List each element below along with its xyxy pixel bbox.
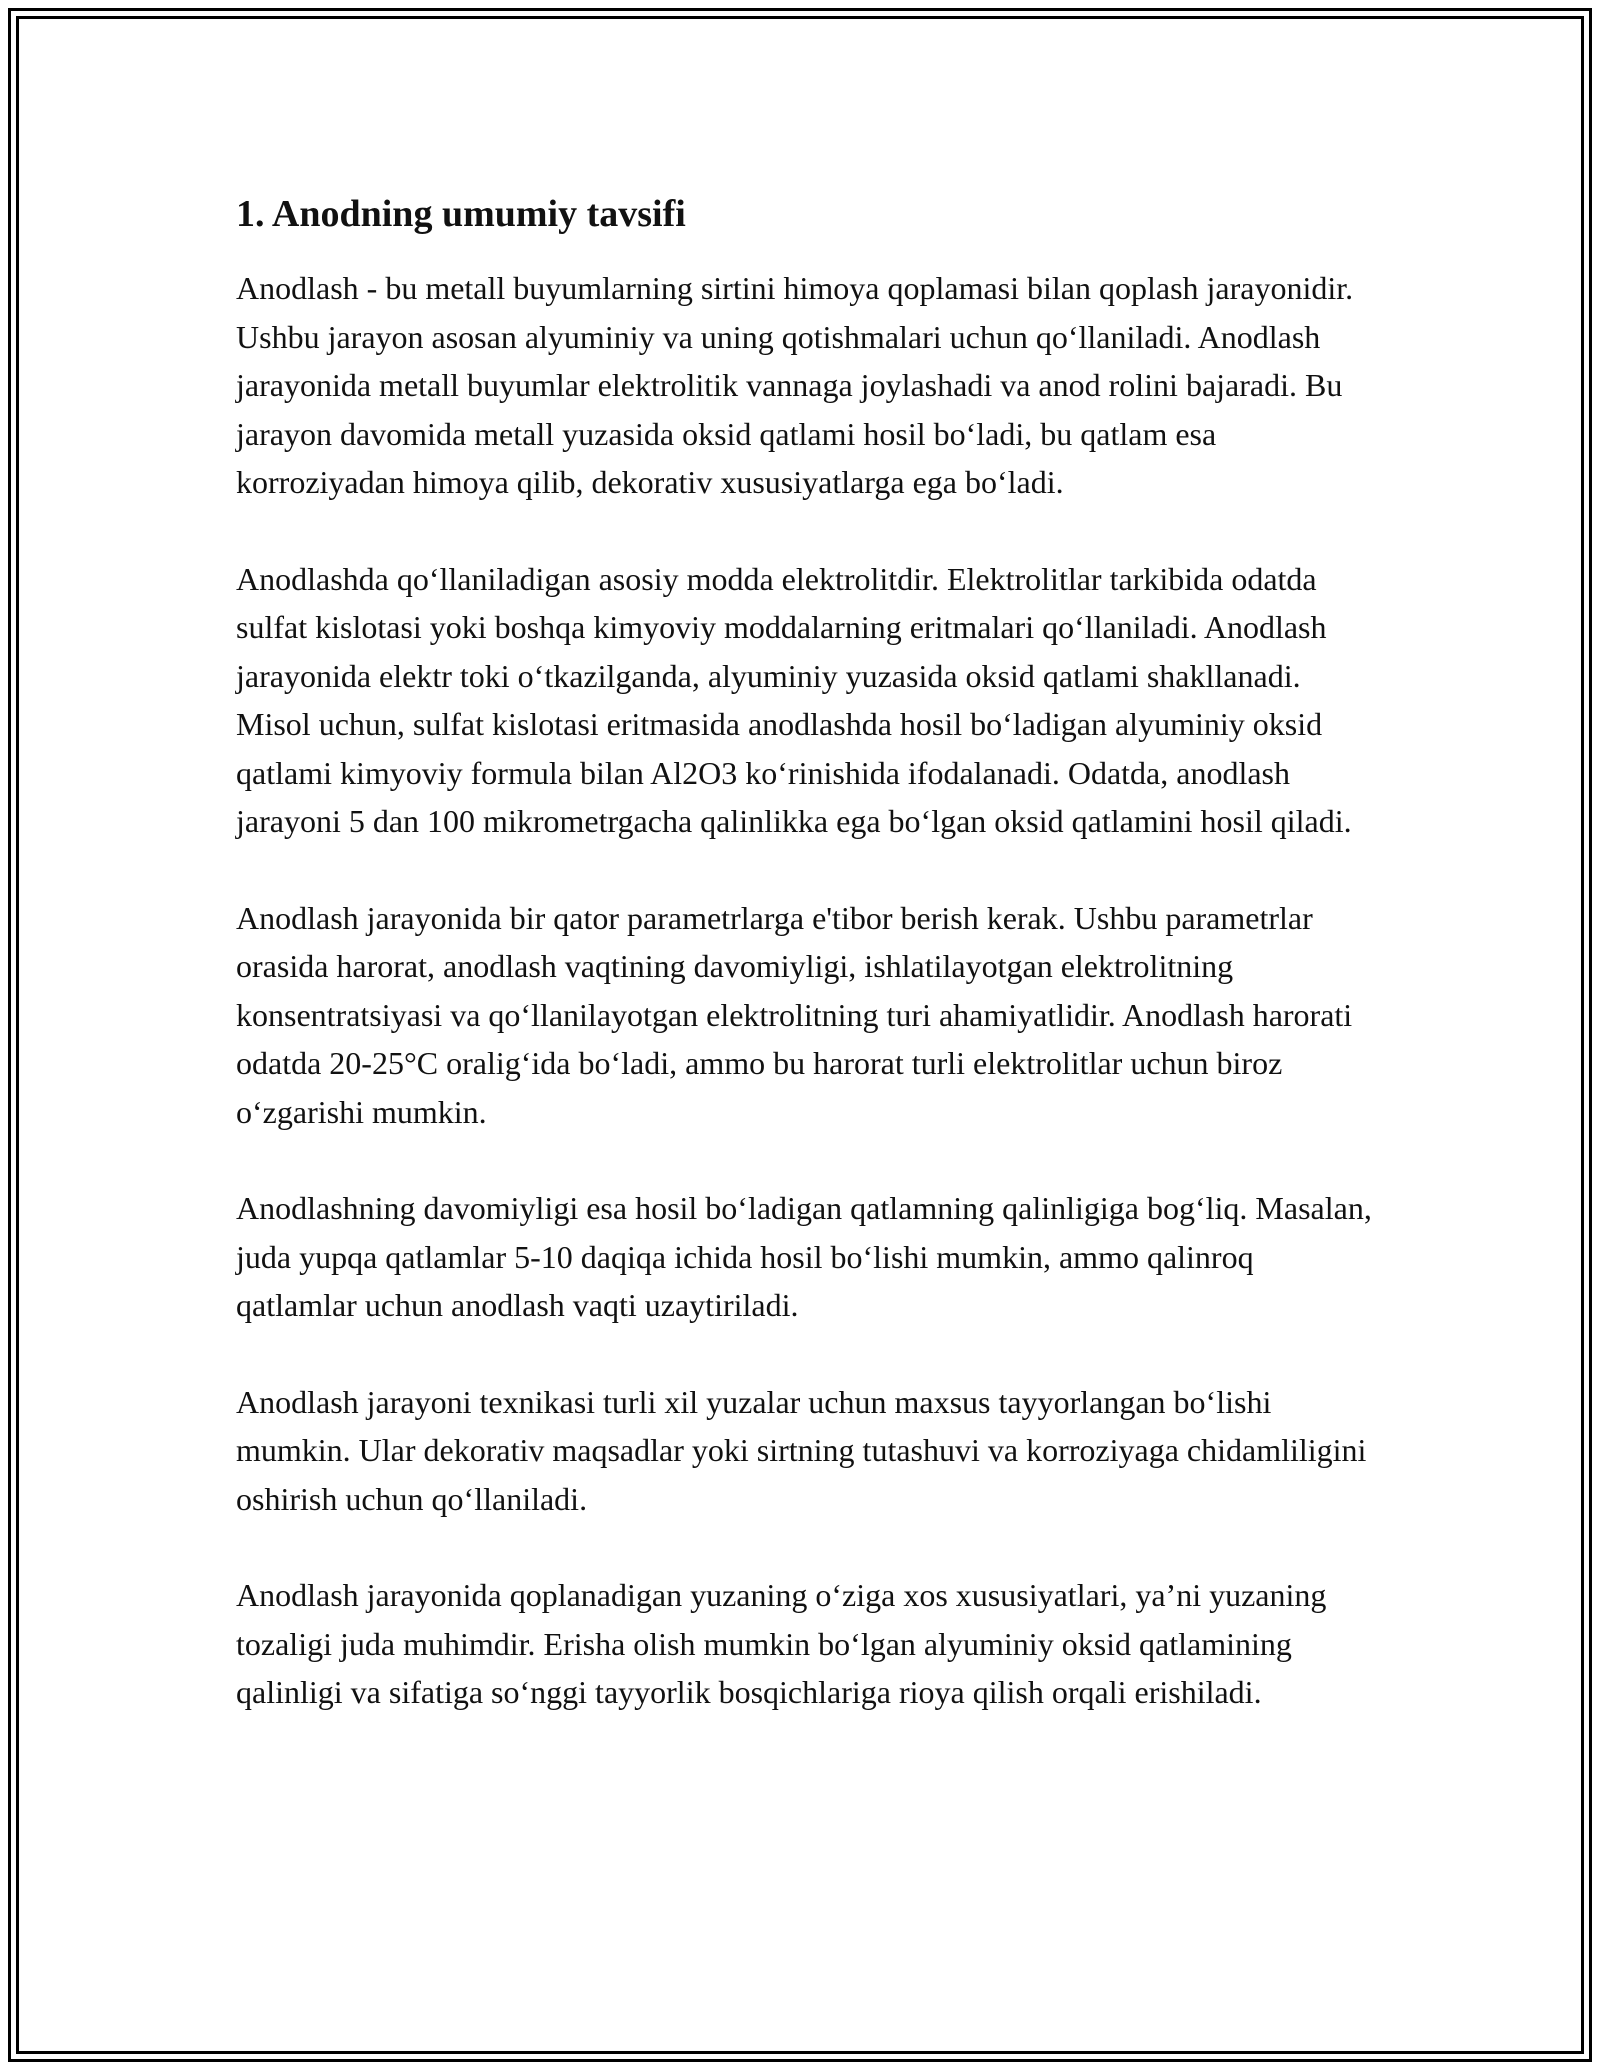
document-body <box>236 190 1376 1765</box>
paragraph-2: Anodlashda qo‘llaniladigan asosiy modda elektrolitdir. Elektrolitlar tarkibida odatda sulfat kislotasi yoki boshqa kimyoviy moddalarning eritmalari qo‘llaniladi. Anodlash jarayonida elektr toki o‘tkazilganda, alyuminiy yuzasida oksid qatlami shakllanadi. Misol uchun, sulfat kislotasi eritmasida anodlashda hosil bo‘ladigan alyuminiy oksid qatlami kimyoviy formula bilan Al2O3 ko‘rinishida ifodalanadi. Odatda, anodlash jarayoni 5 dan 100 mikrometrgacha qalinlikka ega bo‘lgan oksid qatlamini hosil qiladi. <box>236 560 1352 839</box>
paragraph-5: Anodlash jarayoni texnikasi turli xil yuzalar uchun maxsus tayyorlangan bo‘lishi mumkin. Ular dekorativ maqsadlar yoki sirtning tutashuvi va korroziyaga chidamliligini oshirish uchun qo‘llaniladi. <box>236 1383 1367 1517</box>
paragraph-4: Anodlashning davomiyligi esa hosil bo‘ladigan qatlamning qalinligiga bog‘liq. Masalan, juda yupqa qatlamlar 5-10 daqiqa ichida hosil bo‘lishi mumkin, ammo qalinroq qatlamlar uchun anodlash vaqti uzaytiriladi. <box>236 1190 1372 1323</box>
section-heading: 1. Anodning umumiy tavsifi <box>236 193 686 235</box>
paragraph-1: Anodlash - bu metall buyumlarning sirtini himoya qoplamasi bilan qoplash jarayonidir. Ushbu jarayon asosan alyuminiy va uning qotishmalari uchun qo‘llaniladi. Anodlash jarayonida metall buyumlar elektrolitik vannaga joylashadi va anod rolini bajaradi. Bu jarayon davomida metall yuzasida oksid qatlami hosil bo‘ladi, bu qatlam esa korroziyadan himoya qilib, dekorativ xususiyatlarga ega bo‘ladi. <box>236 270 1354 500</box>
paragraph-6: Anodlash jarayonida qoplanadigan yuzaning o‘ziga xos xususiyatlari, ya’ni yuzaning tozaligi juda muhimdir. Erisha olish mumkin bo‘lgan alyuminiy oksid qatlamining qalinligi va sifatiga so‘nggi tayyorlik bosqichlariga rioya qilish orqali erishiladi. <box>236 1577 1327 1710</box>
paragraph-3: Anodlash jarayonida bir qator parametrlarga e'tibor berish kerak. Ushbu parametrlar orasida harorat, anodlash vaqtining davomiyligi, ishlatilayotgan elektrolitning konsentratsiyasi va qo‘llanilayotgan elektrolitning turi ahamiyatlidir. Anodlash harorati odatda 20-25°C oralig‘ida bo‘ladi, ammo bu harorat turli elektrolitlar uchun biroz o‘zgarishi mumkin. <box>236 899 1353 1130</box>
